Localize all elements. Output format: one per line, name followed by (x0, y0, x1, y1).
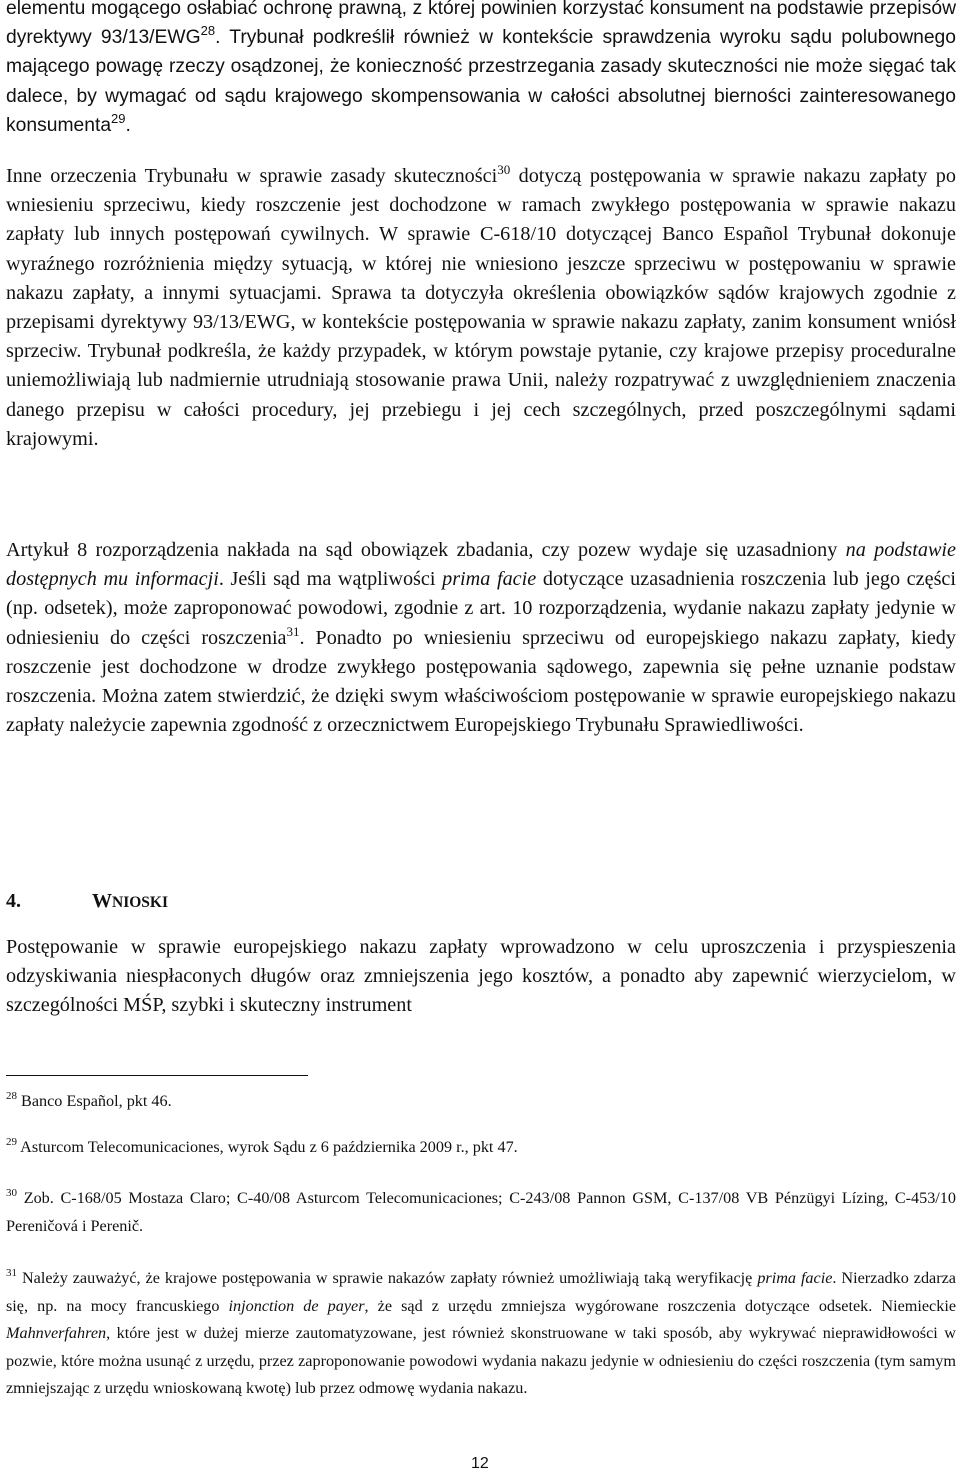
footnote-ref-28[interactable]: 28 (200, 23, 216, 39)
footnote-ref-31[interactable]: 31 (286, 623, 300, 639)
section-number: 4. (6, 890, 21, 912)
footnote-text: Zob. C-168/05 Mostaza Claro; C-40/08 Asturcom Telecomunicaciones; C-243/08 Pannon GSM, C-137/08 VB Pénzügyi Lízing, C-453/10 Pereničová i Perenič. (6, 1189, 956, 1235)
footnote-ref-30[interactable]: 30 (497, 162, 511, 177)
footnote-text: , które jest w dużej mierze zautomatyzowane, jest również skonstruowane w taki sposób, aby wykrywać nieprawidłowości w pozwie, które można usunąć z urzędu, przez zaproponowanie powodowi wydania nakazu jedynie w odniesieniu do części roszczenia (tym samym zmniejszając z urzędu wnioskowaną kwotę) lub przez odmowę wydania nakazu. (6, 1324, 956, 1397)
paragraph-text: Inne orzeczenia Trybunału w sprawie zasady skuteczności (6, 165, 498, 187)
italic-text: prima facie (442, 568, 537, 591)
italic-text: na podstawie dostępnych mu informacji (6, 539, 957, 591)
page-number: 12 (471, 1455, 489, 1472)
italic-text: injonction de payer (228, 1296, 365, 1315)
section-title-rest: NIOSKI (112, 894, 168, 911)
footnote-28 (6, 1088, 956, 1116)
paragraph-text: elementu mogącego osłabiać ochronę prawną, z której powinien korzystać konsument na podstawie przepisów dyrektywy 93/13/EWG (6, 0, 956, 49)
footnote-31 (6, 1265, 956, 1403)
paragraph-conclusions: Postępowanie w sprawie europejskiego nakazu zapłaty wprowadzono w celu uproszczenia i przyspieszenia odzyskiwania niespłaconych długów oraz zmniejszenia jego kosztów, a ponadto aby zapewnić wierzycielom, w szczególności MŚP, szybki i skuteczny instrument (6, 936, 956, 1017)
footnote-29 (6, 1134, 956, 1162)
footnote-number: 29 (6, 1136, 17, 1148)
paragraph-text: dotyczące uzasadnienia roszczenia lub jego części (np. odsetek), może zaproponować powodowi, zgodnie z art. 10 rozporządzenia, wydanie nakazu zapłaty jedynie w odniesieniu do części roszczenia (6, 568, 956, 649)
footnote-text: . Nierzadko zdarza się, np. na mocy francuskiego (6, 1269, 956, 1315)
paragraph-text: dotyczą postępowania w sprawie nakazu zapłaty po wniesieniu sprzeciwu, kiedy roszczenie jest dochodzone w ramach zwykłego postępowania w sprawie nakazu zapłaty lub innych postępowań cywilnych. W sprawie C-618/10 dotyczącej Banco Español Trybunał dokonuje wyraźnego rozróżnienia między sytuacją, w której nie wniesiono jeszcze sprzeciwu w postępowaniu w sprawie nakazu zapłaty, a innymi sytuacjami. Sprawa ta dotyczyła określenia obowiązków sądów krajowych zgodnie z przepisami dyrektywy 93/13/EWG, w kontekście postępowania w sprawie nakazu zapłaty, zanim konsument wniósł sprzeciw. Trybunał podkreśla, że każdy przypadek, w którym powstaje pytanie, czy krajowe przepisy proceduralne uniemożliwiają lub nadmiernie utrudniają stosowanie prawa Unii, należy rozpatrywać z uwzględnieniem znaczenia danego przepisu w całości procedury, jej przebiegu i jej cech szczególnych, przed poszczególnymi sądami krajowymi. (6, 165, 956, 450)
section-title-initial: W (92, 890, 112, 912)
footnote-number: 31 (6, 1267, 17, 1279)
footnote-text: Należy zauważyć, że krajowe postępowania w sprawie nakazów zapłaty również umożliwiają taką weryfikację (17, 1269, 758, 1287)
italic-text: prima facie (757, 1269, 833, 1287)
document-page (6, 0, 956, 1476)
section-heading (6, 890, 168, 913)
footnote-number: 28 (6, 1090, 17, 1102)
footnote-30 (6, 1185, 956, 1240)
footnote-text: Banco Español, pkt 46. (17, 1092, 172, 1110)
paragraph-continuation (6, 0, 956, 140)
paragraph-text: . Ponadto po wniesieniu sprzeciwu od europejskiego nakazu zapłaty, kiedy roszczenie jest dochodzone w drodze zwykłego postępowania sądowego, zapewnia się pełne uznanie podstaw roszczenia. Można zatem stwierdzić, że dzięki swym właściwościom postępowanie w sprawie europejskiego nakazu zapłaty należycie zapewnia zgodność z orzecznictwem Europejskiego Trybunału Sprawiedliwości. (6, 626, 956, 737)
footnote-text: , że sąd z urzędu zmniejsza wygórowane roszczenia dotyczące odsetek. Niemieckie (364, 1296, 957, 1315)
paragraph-text: . Jeśli sąd ma wątpliwości (218, 568, 443, 591)
italic-text: Mahnverfahren (6, 1324, 107, 1342)
paragraph-text: . (125, 114, 131, 136)
footnote-ref-29[interactable]: 29 (111, 110, 126, 126)
paragraph-text: Artykuł 8 rozporządzenia nakłada na sąd obowiązek zbadania, czy pozew wydaje się uzasadniony (6, 539, 846, 561)
paragraph-text: . Trybunał podkreślił również w kontekście sprawdzenia wyroku sądu polubownego mającego powagę rzeczy osądzonej, że konieczność przestrzegania zasady skuteczności nie może sięgać tak dalece, by wymagać od sądu krajowego skompensowania w całości absolutnej bierności zainteresowanego konsumenta (6, 27, 957, 136)
paragraph-effectiveness-rulings (6, 162, 956, 454)
footnote-separator (6, 1075, 308, 1076)
footnote-text: Asturcom Telecomunicaciones, wyrok Sądu z 6 października 2009 r., pkt 47. (17, 1138, 518, 1156)
footnote-number: 30 (6, 1187, 17, 1199)
paragraph-article-8 (6, 536, 956, 740)
